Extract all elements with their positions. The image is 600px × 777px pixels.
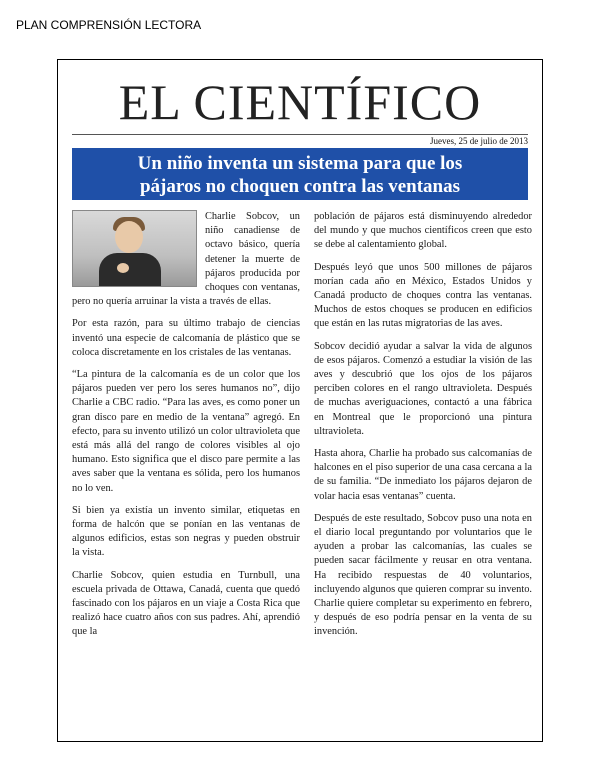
paragraph: Charlie Sobcov, quien estudia en Turnbull, una escuela privada de Ottawa, Canadá, cuenta que quedó fascinado con los pájaros en un viaje a Costa Rica que realizó hace cuatro años con sus padres. Ahí, aprendió que la [72,569,300,638]
left-column [72,210,300,648]
paragraph: Sobcov decidió ayudar a salvar la vida de algunos de esos pájaros. Comenzó a estudiar la visión de las aves y descubrió que los ojos de los pájaros perciben colores en el rango ultravioleta. Después de muchas averiguaciones, contactó a una fábrica en Montreal que le proporcionó una pintura ultravioleta. [314,340,532,437]
publication-date: Jueves, 25 de julio de 2013 [430,136,528,146]
photo-hand-shape [117,263,129,273]
photo-head-shape [115,221,143,253]
paragraph: Si bien ya existía un invento similar, etiquetas en forma de halcón que se ponían en las ventanas de algunos edificios, estas son negras y pueden obstruir la vista. [72,504,300,559]
paragraph: Hasta ahora, Charlie ha probado sus calcomanías de halcones en el piso superior de una casa cercana a la de su familia. “De inmediato los pájaros dejaron de volar hacia esas ventanas” cuenta. [314,448,532,502]
paragraph: Después leyó que unos 500 millones de pájaros morían cada año en México, Estados Unidos y Canadá producto de choques contra las ventanas. Muchos de estos choques se producen en edificios que están en las rutas migratorias de las aves. [314,261,532,330]
headline-line-1: Un niño inventa un sistema para que los [137,153,463,174]
right-column [314,210,532,648]
paragraph: “La pintura de la calcomanía es de un color que los pájaros pueden ver pero los seres humanos no”, dijo Charlie a CBC radio. “Para las aves, es como poner un gran disco pare en medio de la ventana” agregó. En efecto, para su invento utilizó un color ultravioleta que está más allá del rango de colores visibles al ojo humano. Esto significa que el disco pare permite a las aves saber que la ventana es sólida, pero los humanos no lo ven. [72,369,300,494]
page-header: PLAN COMPRENSIÓN LECTORA [16,18,202,32]
paragraph: Después de este resultado, Sobcov puso una nota en el diario local preguntando por voluntarios que le ayuden a probar las calcomanías, las cuales se pueden sacar fácilmente y reusar en otra ventana. Ha recibido respuestas de 40 voluntarios, incluyendo algunos que quieren comprar su invento. Charlie quiere completar su experimento en febrero, y después de eso podría pensar en la venta de su invención. [314,512,532,638]
newspaper-article [57,59,543,742]
headline-line-2: pájaros no choquen contra las ventanas [139,176,461,197]
headline-banner [72,148,528,200]
photo-body-shape [99,253,161,287]
boy-photo [72,210,197,287]
paragraph: población de pájaros está disminuyendo alrededor del mundo y que muchos científicos creen que esto se debe al calentamiento global. [314,211,532,251]
masthead-rule [72,134,528,135]
paragraph: Por esta razón, para su último trabajo de ciencias inventó una especie de calcomanía de plástico que se coloca discretamente en los cristales de las ventanas. [72,318,300,358]
newspaper-name: EL CIENTÍFICO [118,74,482,130]
paragraph: Charlie Sobcov, un niño canadiense de octavo básico, quería detener la muerte de pájaros producida por choques con ventanas, pero no quería arruinar la vista a través de ellas. [72,211,300,308]
